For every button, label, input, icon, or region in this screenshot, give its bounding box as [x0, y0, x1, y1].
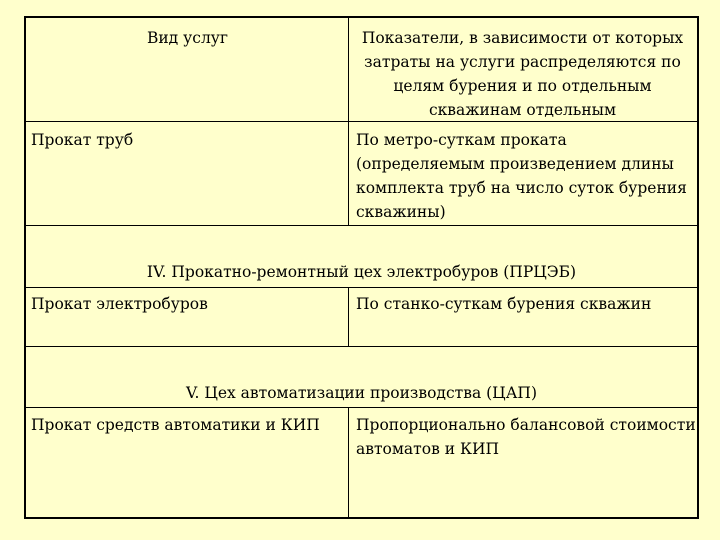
section-title-5: V. Цех автоматизации производства (ЦАП) — [185, 384, 537, 402]
row-divider — [26, 287, 697, 288]
services-table — [24, 16, 699, 519]
service-electrodrill-rental: Прокат электробуров — [31, 295, 208, 313]
indicator-pipe-rental: По метро-суткам проката (определяемым произведением длины комплекта труб на число суток бурения скважины) — [356, 131, 687, 221]
service-automation-rental: Прокат средств автоматики и КИП — [31, 416, 320, 434]
row-divider — [26, 121, 697, 122]
service-pipe-rental: Прокат труб — [31, 131, 134, 149]
indicator-automation-rental: Пропорционально балансовой стоимости автоматов и КИП — [356, 416, 696, 458]
header-service-type: Вид услуг — [146, 29, 229, 47]
row-divider — [26, 407, 697, 408]
indicator-electrodrill-rental: По станко-суткам бурения скважин — [356, 295, 652, 313]
column-divider — [348, 287, 349, 346]
column-divider — [348, 18, 349, 225]
column-divider — [348, 407, 349, 519]
header-indicators: Показатели, в зависимости от которых затраты на услуги распределяются по целям бурения и по отдельным скважинам отдельным — [361, 29, 684, 119]
row-divider — [26, 346, 697, 347]
row-divider — [26, 225, 697, 226]
section-title-4: IV. Прокатно-ремонтный цех электробуров (ПРЦЭБ) — [146, 263, 577, 281]
